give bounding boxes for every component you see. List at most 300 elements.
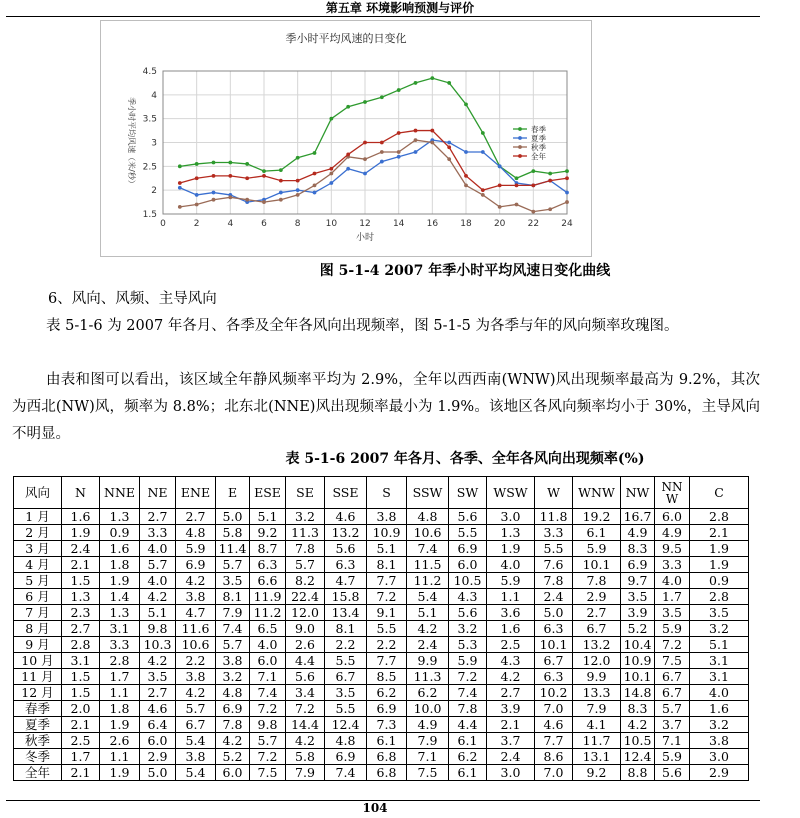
- data-point: [363, 172, 367, 176]
- table-cell: 5.7: [216, 557, 250, 573]
- table-cell: 10.9: [367, 525, 407, 541]
- data-point: [346, 105, 350, 109]
- table-cell: 3.5: [325, 685, 367, 701]
- data-point: [313, 191, 317, 195]
- column-header: E: [216, 477, 250, 509]
- x-tick-label: 4: [227, 219, 234, 229]
- data-point: [515, 203, 519, 207]
- table-cell: 5.5: [325, 701, 367, 717]
- table-cell: 3.2: [690, 717, 749, 733]
- data-point: [380, 150, 384, 154]
- table-cell: 5.2: [621, 621, 655, 637]
- table-row: [14, 701, 749, 717]
- data-point: [430, 76, 434, 80]
- table-row: [14, 765, 749, 781]
- table-cell: 1.8: [100, 557, 140, 573]
- table-cell: 2.8: [100, 653, 140, 669]
- table-cell: 3.8: [690, 733, 749, 749]
- y-tick-label: 2.5: [142, 162, 157, 173]
- data-point: [531, 184, 535, 188]
- data-point: [313, 172, 317, 176]
- table-cell: 5.9: [176, 541, 216, 557]
- data-point: [380, 160, 384, 164]
- column-header: NNE: [100, 477, 140, 509]
- table-cell: 5.6: [449, 605, 487, 621]
- table-cell: 6.1: [449, 765, 487, 781]
- table-cell: 5.1: [407, 605, 449, 621]
- data-point: [447, 141, 451, 145]
- data-point: [363, 100, 367, 104]
- data-point: [548, 179, 552, 183]
- table-cell: 2.4: [407, 637, 449, 653]
- table-cell: 9.8: [250, 717, 286, 733]
- table-cell: 6.7: [655, 685, 690, 701]
- table-cell: 3.2: [216, 669, 250, 685]
- table-cell: 7.1: [407, 749, 449, 765]
- wind-speed-chart: [101, 21, 591, 256]
- table-cell: 1.5: [62, 669, 100, 685]
- data-point: [481, 131, 485, 135]
- column-header: SE: [286, 477, 325, 509]
- table-cell: 3.8: [176, 589, 216, 605]
- table-cell: 2.8: [690, 509, 749, 525]
- data-point: [397, 150, 401, 154]
- table-cell: 2.4: [487, 749, 535, 765]
- table-cell: 2.7: [573, 605, 621, 621]
- row-label: 4 月: [14, 557, 62, 573]
- data-point: [380, 141, 384, 145]
- column-header: 风向: [14, 477, 62, 509]
- x-tick-label: 6: [261, 219, 267, 229]
- table-row: [14, 637, 749, 653]
- table-cell: 6.7: [325, 669, 367, 685]
- table-cell: 3.3: [140, 525, 176, 541]
- table-cell: 2.1: [62, 717, 100, 733]
- table-cell: 7.7: [367, 653, 407, 669]
- table-cell: 7.5: [407, 765, 449, 781]
- table-cell: 4.2: [140, 653, 176, 669]
- table-cell: 7.2: [367, 589, 407, 605]
- table-cell: 11.7: [573, 733, 621, 749]
- table-cell: 5.9: [655, 621, 690, 637]
- column-header: SSE: [325, 477, 367, 509]
- table-cell: 6.0: [655, 509, 690, 525]
- table-cell: 1.9: [100, 717, 140, 733]
- table-cell: 13.1: [573, 749, 621, 765]
- table-cell: 1.3: [100, 509, 140, 525]
- table-cell: 6.7: [176, 717, 216, 733]
- table-cell: 7.5: [655, 653, 690, 669]
- data-point: [346, 167, 350, 171]
- table-header-row: [14, 477, 749, 509]
- data-point: [262, 200, 266, 204]
- y-tick-label: 3.5: [142, 114, 157, 125]
- table-cell: 5.0: [535, 605, 573, 621]
- table-cell: 1.7: [62, 749, 100, 765]
- data-point: [481, 188, 485, 192]
- table-cell: 10.9: [621, 653, 655, 669]
- table-cell: 3.7: [487, 733, 535, 749]
- table-cell: 7.8: [573, 573, 621, 589]
- table-cell: 7.9: [286, 765, 325, 781]
- data-point: [279, 168, 283, 172]
- data-point: [279, 179, 283, 183]
- legend-marker: [518, 154, 522, 158]
- table-cell: 10.1: [535, 637, 573, 653]
- row-label: 10 月: [14, 653, 62, 669]
- table-cell: 2.9: [690, 765, 749, 781]
- data-point: [212, 161, 216, 165]
- table-cell: 3.3: [655, 557, 690, 573]
- table-cell: 2.2: [367, 637, 407, 653]
- data-point: [313, 151, 317, 155]
- table-cell: 4.1: [573, 717, 621, 733]
- row-label: 9 月: [14, 637, 62, 653]
- data-point: [195, 193, 199, 197]
- y-axis-label: 季小时平均风速（米/秒）: [127, 97, 136, 188]
- table-cell: 5.7: [655, 701, 690, 717]
- data-point: [447, 81, 451, 85]
- row-label: 7 月: [14, 605, 62, 621]
- table-cell: 7.3: [367, 717, 407, 733]
- data-point: [430, 129, 434, 133]
- column-header: S: [367, 477, 407, 509]
- series-line: [180, 131, 567, 191]
- table-cell: 13.2: [573, 637, 621, 653]
- table-cell: 6.9: [621, 557, 655, 573]
- table-cell: 7.5: [250, 765, 286, 781]
- data-point: [329, 172, 333, 176]
- table-cell: 4.6: [325, 509, 367, 525]
- data-point: [565, 176, 569, 180]
- table-cell: 11.4: [216, 541, 250, 557]
- data-point: [245, 176, 249, 180]
- table-cell: 5.6: [286, 669, 325, 685]
- table-cell: 2.5: [62, 733, 100, 749]
- table-cell: 8.2: [286, 573, 325, 589]
- table-cell: 7.4: [407, 541, 449, 557]
- chart-frame: [100, 20, 592, 257]
- table-cell: 10.2: [535, 685, 573, 701]
- x-tick-label: 20: [493, 219, 506, 229]
- data-point: [212, 198, 216, 202]
- table-row: [14, 733, 749, 749]
- table-cell: 8.5: [367, 669, 407, 685]
- table-row: [14, 509, 749, 525]
- table-cell: 5.1: [367, 541, 407, 557]
- column-header: WSW: [487, 477, 535, 509]
- data-point: [178, 186, 182, 190]
- figure-caption: 图 5-1-4 2007 年季小时平均风速日变化曲线: [319, 263, 611, 279]
- table-cell: 3.9: [487, 701, 535, 717]
- table-cell: 4.9: [621, 525, 655, 541]
- table-cell: 3.9: [621, 605, 655, 621]
- table-cell: 10.1: [573, 557, 621, 573]
- data-point: [313, 184, 317, 188]
- table-cell: 5.7: [286, 557, 325, 573]
- table-cell: 13.2: [325, 525, 367, 541]
- table-cell: 1.5: [62, 573, 100, 589]
- table-cell: 0.9: [690, 573, 749, 589]
- table-cell: 7.4: [216, 621, 250, 637]
- table-cell: 6.3: [535, 621, 573, 637]
- table-cell: 1.9: [487, 541, 535, 557]
- legend-marker: [518, 136, 522, 140]
- row-label: 11 月: [14, 669, 62, 685]
- table-cell: 1.3: [487, 525, 535, 541]
- data-point: [498, 184, 502, 188]
- table-cell: 3.2: [690, 621, 749, 637]
- table-cell: 6.9: [216, 701, 250, 717]
- table-cell: 6.2: [367, 685, 407, 701]
- wind-frequency-table: [13, 476, 749, 781]
- data-point: [464, 102, 468, 106]
- table-cell: 3.1: [690, 669, 749, 685]
- x-tick-label: 10: [325, 219, 338, 229]
- column-header: WNW: [573, 477, 621, 509]
- table-cell: 6.1: [367, 733, 407, 749]
- table-cell: 1.9: [690, 557, 749, 573]
- table-cell: 1.5: [62, 685, 100, 701]
- table-cell: 6.0: [250, 653, 286, 669]
- table-cell: 13.4: [325, 605, 367, 621]
- legend-marker: [518, 145, 522, 149]
- table-cell: 3.1: [62, 653, 100, 669]
- table-cell: 3.0: [690, 749, 749, 765]
- table-cell: 13.3: [573, 685, 621, 701]
- row-label: 全年: [14, 765, 62, 781]
- table-cell: 4.4: [449, 717, 487, 733]
- table-cell: 6.3: [250, 557, 286, 573]
- table-cell: 1.3: [62, 589, 100, 605]
- x-tick-label: 12: [359, 219, 371, 229]
- row-label: 春季: [14, 701, 62, 717]
- data-point: [565, 169, 569, 173]
- table-cell: 5.8: [286, 749, 325, 765]
- table-cell: 14.4: [286, 717, 325, 733]
- data-point: [498, 164, 502, 168]
- table-cell: 6.0: [449, 557, 487, 573]
- data-point: [447, 145, 451, 149]
- table-cell: 5.5: [325, 653, 367, 669]
- table-row: [14, 749, 749, 765]
- table-cell: 3.5: [140, 669, 176, 685]
- table-cell: 8.6: [535, 749, 573, 765]
- table-row: [14, 669, 749, 685]
- table-cell: 2.6: [100, 733, 140, 749]
- table-cell: 7.6: [535, 557, 573, 573]
- table-cell: 6.8: [367, 765, 407, 781]
- table-cell: 7.8: [449, 701, 487, 717]
- data-point: [397, 88, 401, 92]
- table-cell: 1.4: [100, 589, 140, 605]
- data-point: [262, 174, 266, 178]
- table-cell: 12.0: [573, 653, 621, 669]
- paragraph-2: 由表和图可以看出，该区域全年静风频率平均为 2.9%，全年以西西南(WNW)风出现频率最高为 9.2%，其次为西北(NW)风，频率为 8.8%；北东北(NNE)风出现频率最小为 1.9%。该地区各风向频率均小于 30%，主导风向不明显。: [12, 372, 760, 442]
- table-cell: 10.6: [407, 525, 449, 541]
- table-cell: 5.4: [176, 765, 216, 781]
- table-cell: 4.8: [176, 525, 216, 541]
- table-cell: 3.2: [286, 509, 325, 525]
- table-cell: 10.1: [621, 669, 655, 685]
- data-point: [296, 179, 300, 183]
- data-point: [262, 169, 266, 173]
- table-cell: 5.0: [216, 509, 250, 525]
- data-point: [329, 181, 333, 185]
- table-cell: 6.5: [250, 621, 286, 637]
- table-row: [14, 653, 749, 669]
- table-caption: 表 5-1-6 2007 年各月、各季、全年各风向出现频率(%): [285, 451, 645, 467]
- table-cell: 2.8: [690, 589, 749, 605]
- column-header: C: [690, 477, 749, 509]
- row-label: 6 月: [14, 589, 62, 605]
- table-cell: 3.6: [487, 605, 535, 621]
- chart-title: 季小时平均风速的日变化: [285, 32, 407, 45]
- table-row: [14, 557, 749, 573]
- table-cell: 5.1: [140, 605, 176, 621]
- data-point: [279, 191, 283, 195]
- data-point: [430, 141, 434, 145]
- table-cell: 2.2: [325, 637, 367, 653]
- data-point: [296, 156, 300, 160]
- column-header: N: [62, 477, 100, 509]
- x-tick-label: 14: [392, 219, 405, 229]
- data-point: [178, 164, 182, 168]
- table-cell: 7.7: [367, 573, 407, 589]
- table-cell: 9.5: [655, 541, 690, 557]
- table-cell: 1.1: [487, 589, 535, 605]
- table-cell: 7.0: [535, 765, 573, 781]
- data-point: [464, 184, 468, 188]
- y-tick-label: 2: [151, 186, 157, 197]
- table-cell: 2.9: [573, 589, 621, 605]
- table-cell: 6.3: [325, 557, 367, 573]
- legend-label: 夏季: [531, 134, 546, 143]
- data-point: [228, 161, 232, 165]
- table-row: [14, 605, 749, 621]
- table-cell: 1.1: [100, 685, 140, 701]
- table-cell: 5.8: [216, 525, 250, 541]
- data-point: [195, 162, 199, 166]
- data-point: [245, 198, 249, 202]
- table-cell: 4.6: [140, 701, 176, 717]
- header-rule: [6, 16, 760, 17]
- x-tick-label: 18: [460, 219, 472, 229]
- data-point: [447, 157, 451, 161]
- table-cell: 6.4: [140, 717, 176, 733]
- column-header: SSW: [407, 477, 449, 509]
- table-cell: 12.4: [325, 717, 367, 733]
- data-point: [279, 198, 283, 202]
- table-cell: 7.2: [449, 669, 487, 685]
- table-cell: 5.9: [573, 541, 621, 557]
- table-cell: 3.5: [621, 589, 655, 605]
- table-cell: 3.2: [449, 621, 487, 637]
- data-point: [363, 157, 367, 161]
- x-tick-label: 2: [193, 219, 200, 229]
- table-cell: 8.3: [621, 701, 655, 717]
- table-cell: 5.6: [655, 765, 690, 781]
- table-cell: 6.3: [535, 669, 573, 685]
- y-tick-label: 3: [151, 138, 157, 149]
- table-cell: 11.2: [407, 573, 449, 589]
- data-point: [397, 131, 401, 135]
- data-point: [548, 172, 552, 176]
- data-point: [498, 205, 502, 209]
- table-cell: 4.2: [216, 733, 250, 749]
- table-cell: 11.6: [176, 621, 216, 637]
- table-cell: 8.1: [325, 621, 367, 637]
- table-cell: 6.0: [140, 733, 176, 749]
- table-cell: 11.2: [250, 605, 286, 621]
- table-cell: 9.9: [407, 653, 449, 669]
- data-point: [363, 141, 367, 145]
- table-cell: 7.7: [535, 733, 573, 749]
- table-cell: 6.1: [449, 733, 487, 749]
- table-cell: 1.1: [100, 749, 140, 765]
- series-line: [180, 140, 567, 202]
- x-tick-label: 24: [561, 219, 573, 229]
- data-point: [178, 205, 182, 209]
- table-cell: 7.9: [407, 733, 449, 749]
- table-cell: 3.1: [100, 621, 140, 637]
- table-row: [14, 525, 749, 541]
- table-cell: 4.2: [176, 573, 216, 589]
- y-tick-label: 1.5: [142, 210, 157, 220]
- table-cell: 5.7: [216, 637, 250, 653]
- table-cell: 3.0: [487, 765, 535, 781]
- column-header: NE: [140, 477, 176, 509]
- table-cell: 11.3: [286, 525, 325, 541]
- data-point: [296, 188, 300, 192]
- table-cell: 2.4: [62, 541, 100, 557]
- table-cell: 3.3: [100, 637, 140, 653]
- table-cell: 3.5: [216, 573, 250, 589]
- table-cell: 1.6: [100, 541, 140, 557]
- column-header: SW: [449, 477, 487, 509]
- table-cell: 1.9: [690, 541, 749, 557]
- table-cell: 6.8: [367, 749, 407, 765]
- table-cell: 6.7: [573, 621, 621, 637]
- data-point: [228, 195, 232, 199]
- legend-marker: [518, 127, 522, 131]
- table-cell: 7.4: [449, 685, 487, 701]
- table-cell: 2.7: [62, 621, 100, 637]
- legend-label: 秋季: [531, 143, 546, 152]
- legend-label: 春季: [531, 125, 546, 134]
- table-cell: 12.4: [621, 749, 655, 765]
- table-cell: 8.7: [250, 541, 286, 557]
- table-cell: 3.8: [216, 653, 250, 669]
- table-cell: 7.1: [655, 733, 690, 749]
- table-cell: 7.2: [286, 701, 325, 717]
- table-cell: 5.9: [487, 573, 535, 589]
- table-cell: 4.8: [325, 733, 367, 749]
- table-cell: 7.2: [250, 749, 286, 765]
- table-cell: 11.3: [407, 669, 449, 685]
- data-point: [195, 203, 199, 207]
- data-point: [531, 210, 535, 214]
- legend-label: 全年: [531, 152, 546, 161]
- table-cell: 2.1: [62, 557, 100, 573]
- table-cell: 6.9: [176, 557, 216, 573]
- table-cell: 1.7: [655, 589, 690, 605]
- data-point: [414, 129, 418, 133]
- row-label: 秋季: [14, 733, 62, 749]
- table-cell: 7.4: [250, 685, 286, 701]
- table-cell: 4.2: [140, 589, 176, 605]
- table-cell: 3.1: [690, 653, 749, 669]
